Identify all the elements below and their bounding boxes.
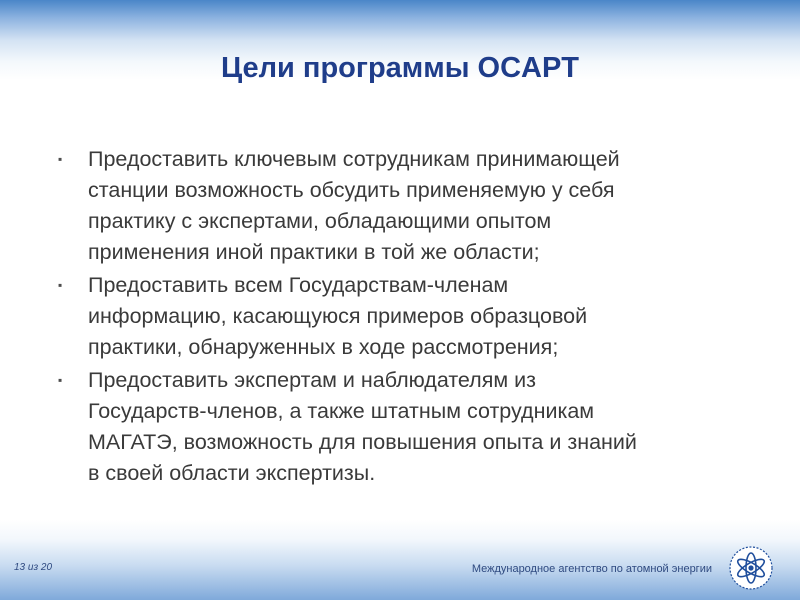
organization-name: Международное агентство по атомной энергии xyxy=(471,563,712,575)
bullet-item xyxy=(58,144,778,268)
iaea-atom-emblem-icon xyxy=(728,545,774,591)
slide-title: Цели программы OCAPT xyxy=(220,52,580,84)
bullet-line: МАГАТЭ, возможность для повышения опыта и знаний xyxy=(88,430,637,454)
bullet-line: применения иной практики в той же области; xyxy=(88,240,540,264)
bullet-square-icon: ▪ xyxy=(58,373,63,387)
bullet-line: практику с экспертами, обладающими опытом xyxy=(88,209,552,233)
bullet-square-icon: ▪ xyxy=(58,278,63,292)
bullet-line: Предоставить всем Государствам-членам xyxy=(88,273,509,297)
bullet-line: практики, обнаруженных в ходе рассмотрения; xyxy=(88,335,559,359)
bullet-line: в своей области экспертизы. xyxy=(88,461,376,485)
bullet-line: Предоставить ключевым сотрудникам принимающей xyxy=(88,147,620,171)
bullet-item xyxy=(58,270,778,363)
bullet-line: Государств-членов, а также штатным сотрудникам xyxy=(88,399,595,423)
bullet-square-icon: ▪ xyxy=(58,152,63,166)
page-indicator: 13 из 20 xyxy=(14,562,53,573)
bullet-list xyxy=(58,144,778,491)
bullet-line: информацию, касающуюся примеров образцовой xyxy=(88,304,588,328)
bullet-line: станции возможность обсудить применяемую у себя xyxy=(88,178,615,202)
bullet-line: Предоставить экспертам и наблюдателям из xyxy=(88,368,536,392)
bullet-item xyxy=(58,365,778,489)
